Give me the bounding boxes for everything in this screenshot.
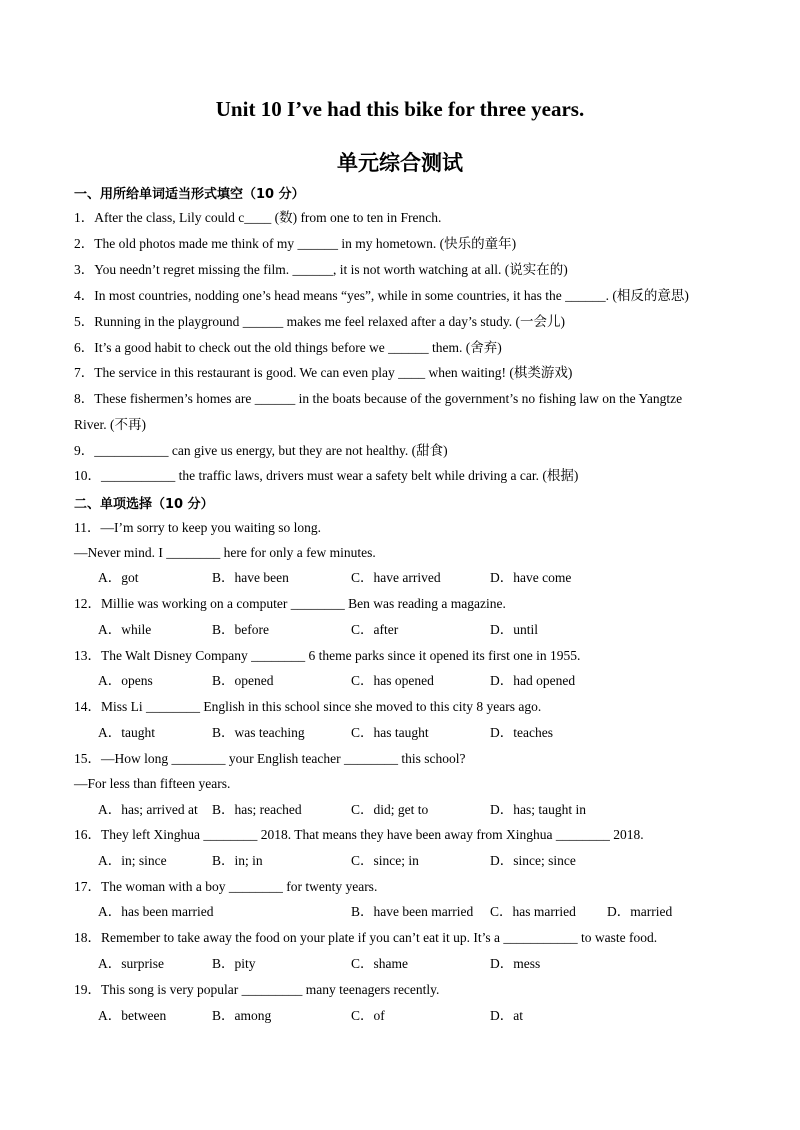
question-5: 5．Running in the playground ______ makes me feel relaxed after a day’s study. (一会儿)	[74, 314, 566, 329]
option-19-c: C．of	[351, 1008, 385, 1023]
option-17-b: B．have been married	[351, 904, 474, 919]
option-19-a: A．between	[98, 1008, 167, 1023]
option-17-d: D．married	[607, 904, 673, 919]
question-15-reply: —For less than fifteen years.	[74, 776, 231, 791]
question-12: 12．Millie was working on a computer ________ Ben was reading a magazine.	[74, 596, 506, 611]
question-3: 3．You needn’t regret missing the film. ______, it is not worth watching at all. (说实在的)	[74, 262, 568, 277]
option-16-b: B．in; in	[212, 853, 263, 868]
question-13: 13．The Walt Disney Company ________ 6 theme parks since it opened its first one in 1955.	[74, 648, 581, 663]
question-6: 6．It’s a good habit to check out the old things before we ______ them. (舍弃)	[74, 340, 502, 355]
option-12-b: B．before	[212, 622, 269, 637]
question-16: 16．They left Xinghua ________ 2018. That means they have been away from Xinghua ________ 2018.	[74, 827, 644, 842]
option-13-a: A．opens	[98, 673, 153, 688]
page-subtitle: 单元综合测试	[337, 151, 463, 175]
question-15: 15．—How long ________ your English teacher ________ this school?	[74, 751, 466, 766]
question-8: 8．These fishermen’s homes are ______ in the boats because of the government’s no fishing law on the Yangtze	[74, 391, 683, 406]
question-18: 18．Remember to take away the food on your plate if you can’t eat it up. It’s a ___________ to waste food.	[74, 930, 658, 945]
option-16-c: C．since; in	[351, 853, 419, 868]
option-14-c: C．has taught	[351, 725, 429, 740]
option-11-d: D．have come	[490, 570, 572, 585]
option-11-a: A．got	[98, 570, 139, 585]
option-16-d: D．since; since	[490, 853, 576, 868]
question-4: 4．In most countries, nodding one’s head means “yes”, while in some countries, it has the ______. (相反的意思)	[74, 288, 689, 303]
question-2: 2．The old photos made me think of my ______ in my hometown. (快乐的童年)	[74, 236, 517, 251]
option-12-d: D．until	[490, 622, 539, 637]
question-14: 14．Miss Li ________ English in this school since she moved to this city 8 years ago.	[74, 699, 542, 714]
option-18-c: C．shame	[351, 956, 408, 971]
option-17-a: A．has been married	[98, 904, 214, 919]
section-heading-multiple-choice: 二、单项选择（10 分）	[74, 497, 214, 512]
question-9: 9．___________ can give us energy, but they are not healthy. (甜食)	[74, 443, 448, 458]
question-17: 17．The woman with a boy ________ for twenty years.	[74, 879, 378, 894]
option-14-a: A．taught	[98, 725, 155, 740]
option-16-a: A．in; since	[98, 853, 167, 868]
option-12-c: C．after	[351, 622, 399, 637]
option-17-c: C．has married	[490, 904, 576, 919]
page-title: Unit 10 I’ve had this bike for three years.	[215, 97, 585, 121]
option-18-d: D．mess	[490, 956, 541, 971]
option-14-b: B．was teaching	[212, 725, 305, 740]
question-8-continued: River. (不再)	[74, 417, 146, 432]
question-19: 19．This song is very popular _________ many teenagers recently.	[74, 982, 440, 997]
question-7: 7．The service in this restaurant is good. We can even play ____ when waiting! (棋类游戏)	[74, 365, 573, 380]
option-12-a: A．while	[98, 622, 152, 637]
option-19-d: D．at	[490, 1008, 523, 1023]
option-18-a: A．surprise	[98, 956, 164, 971]
option-18-b: B．pity	[212, 956, 256, 971]
option-13-d: D．had opened	[490, 673, 576, 688]
option-11-c: C．have arrived	[351, 570, 441, 585]
option-15-b: B．has; reached	[212, 802, 302, 817]
question-1: 1．After the class, Lily could c____ (数) from one to ten in French.	[74, 210, 442, 225]
option-13-b: B．opened	[212, 673, 274, 688]
option-15-c: C．did; get to	[351, 802, 429, 817]
option-19-b: B．among	[212, 1008, 272, 1023]
option-15-a: A．has; arrived at	[98, 802, 198, 817]
section-heading-fill-in: 一、用所给单词适当形式填空（10 分）	[74, 187, 305, 202]
question-10: 10．___________ the traffic laws, drivers must wear a safety belt while driving a car. (根据)	[74, 468, 579, 483]
option-14-d: D．teaches	[490, 725, 553, 740]
question-11: 11．—I’m sorry to keep you waiting so long.	[74, 520, 321, 535]
option-15-d: D．has; taught in	[490, 802, 586, 817]
question-11-reply: —Never mind. I ________ here for only a few minutes.	[74, 545, 376, 560]
option-13-c: C．has opened	[351, 673, 434, 688]
option-11-b: B．have been	[212, 570, 289, 585]
